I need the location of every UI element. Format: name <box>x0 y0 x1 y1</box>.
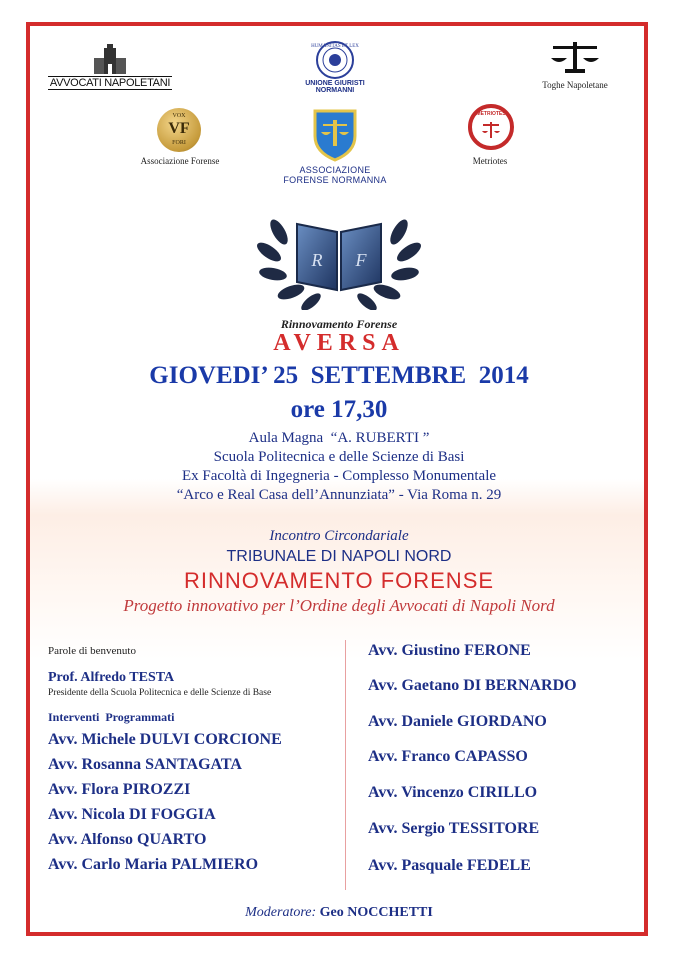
venue-line-4: “Arco e Real Casa dell’Annunziata” - Via Roma n. 29 <box>176 487 502 503</box>
event-date: GIOVEDI’ 25 SETTEMBRE 2014 <box>149 362 529 389</box>
unione-line1: UNIONE GIURISTI <box>305 80 365 87</box>
rf-letter-f: F <box>355 250 367 270</box>
interventi-label: Interventi Programmati <box>48 710 175 724</box>
right-speaker: Avv. Vincenzo CIRILLO <box>368 784 538 801</box>
toghe-text: Toghe Napoletane <box>542 80 608 90</box>
event-time: ore 17,30 <box>290 396 388 423</box>
right-speaker: Avv. Pasquale FEDELE <box>368 857 531 874</box>
left-speaker: Avv. Alfonso QUARTO <box>48 831 207 848</box>
afn-line2: FORENSE NORMANNA <box>283 175 387 185</box>
afn-line1: ASSOCIAZIONE <box>299 165 371 175</box>
welcome-role: Presidente della Scuola Politecnica e delle Scienze di Base <box>48 688 272 698</box>
metriotes-logo <box>440 104 540 170</box>
balance-icon <box>481 120 501 140</box>
rinnovamento-logo-text: Rinnovamento Forense <box>280 317 398 331</box>
shield-icon <box>312 108 358 162</box>
venue-line-3: Ex Facoltà di Ingegneria - Complesso Monumentale <box>181 468 497 484</box>
tribunale-title: TRIBUNALE DI NAPOLI NORD <box>226 548 452 565</box>
right-speaker: Avv. Daniele GIORDANO <box>368 713 547 730</box>
moderator-name: Geo NOCCHETTI <box>319 905 433 920</box>
right-speaker: Avv. Franco CAPASSO <box>368 748 528 765</box>
vox-fori-letters: VF <box>168 120 190 137</box>
moderator-line <box>0 905 678 921</box>
left-speaker: Avv. Flora PIROZZI <box>48 781 191 798</box>
left-speaker: Avv. Nicola DI FOGGIA <box>48 806 216 823</box>
venue-line-1: Aula Magna “A. RUBERTI ” <box>248 430 430 446</box>
vox-fori-bottom-text: FORI <box>172 140 186 146</box>
tagline: Progetto innovativo per l’Ordine degli Avvocati di Napoli Nord <box>123 596 555 615</box>
unione-ring-text: HUMANITAS ET LEX <box>311 44 359 49</box>
welcome-name: Prof. Alfredo TESTA <box>48 670 175 685</box>
metriotes-ring-text: METRIOTES <box>476 111 506 117</box>
left-speaker: Avv. Michele DULVI CORCIONE <box>48 731 282 748</box>
right-speaker: Avv. Gaetano DI BERNARDO <box>368 677 577 694</box>
vox-fori-medallion <box>157 108 201 152</box>
unione-giuristi-logo <box>290 40 380 100</box>
right-speaker: Avv. Sergio TESSITORE <box>368 820 540 837</box>
metriotes-text: Metriotes <box>472 156 508 166</box>
unione-line2: NORMANNI <box>315 87 355 94</box>
castle-icon <box>90 44 130 76</box>
left-speaker: Avv. Rosanna SANTAGATA <box>48 756 242 773</box>
column-divider <box>345 640 346 890</box>
scales-icon <box>547 40 603 74</box>
afn-logo <box>270 108 400 192</box>
rf-letter-r: R <box>311 250 323 270</box>
rinnovamento-emblem <box>249 202 429 330</box>
vox-fori-logo <box>120 108 240 168</box>
rinnovamento-title: RINNOVAMENTO FORENSE <box>183 568 495 593</box>
avvocati-napoletani-logo <box>48 44 172 96</box>
incontro-subtitle: Incontro Circondariale <box>269 528 409 544</box>
laurel-wreath-icon <box>249 202 429 310</box>
welcome-label: Parole di benvenuto <box>48 645 136 657</box>
metriotes-seal <box>468 104 514 150</box>
vox-fori-top-text: VOX <box>172 113 186 119</box>
left-speaker: Avv. Carlo Maria PALMIERO <box>48 856 259 873</box>
right-speaker: Avv. Giustino FERONE <box>368 642 531 659</box>
toghe-logo <box>530 40 620 96</box>
avvocati-napoletani-text: AVVOCATI NAPOLETANI <box>49 77 171 89</box>
venue-line-2: Scuola Politecnica e delle Scienze di Basi <box>213 449 465 465</box>
moderator-label: Moderatore: <box>245 905 317 920</box>
event-city: AVERSA <box>273 330 405 356</box>
associazione-forense-text: Associazione Forense <box>140 156 220 166</box>
